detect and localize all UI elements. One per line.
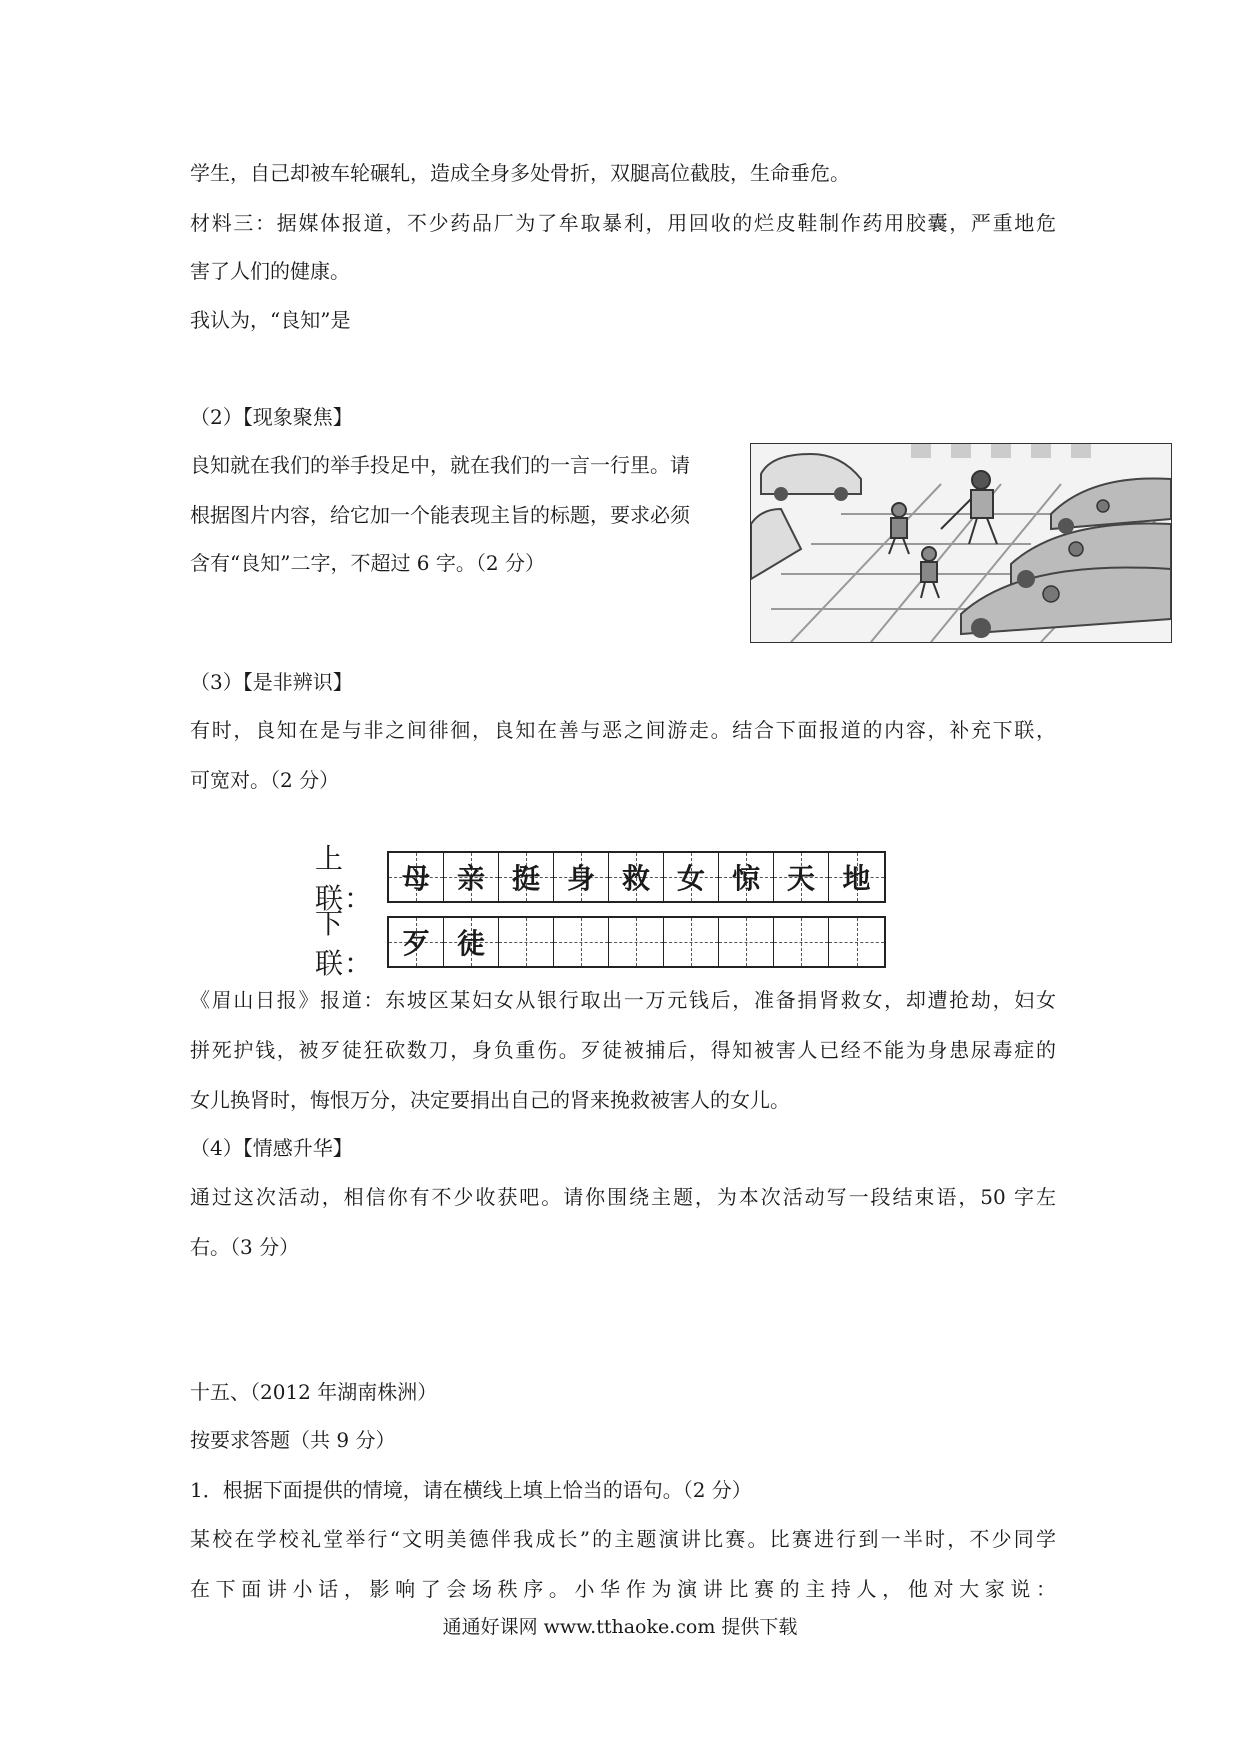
text-line: 可宽对。（2 分）: [190, 768, 340, 792]
text-line: 我认为，“良知”是: [190, 308, 351, 332]
couplet-cell: 歹: [389, 918, 444, 966]
lower-couplet-label: 下联：: [315, 907, 374, 980]
couplet-cell: 身: [554, 853, 609, 901]
couplet-cell: 惊: [719, 853, 774, 901]
couplet-cell: 地: [829, 853, 884, 901]
text-line: 1．根据下面提供的情境，请在横线上填上恰当的语句。（2 分）: [190, 1478, 752, 1502]
text-line: 右。（3 分）: [190, 1235, 300, 1259]
couplet-answer-cell[interactable]: [719, 918, 774, 966]
couplet-cell: 女: [664, 853, 719, 901]
text-line: 拼死护钱，被歹徒狂砍数刀，身负重伤。歹徒被捕后，得知被害人已经不能为身患尿毒症的: [190, 1038, 1056, 1062]
couplet-answer-cell[interactable]: [499, 918, 554, 966]
text-line: 根据图片内容，给它加一个能表现主旨的标题，要求必须: [190, 503, 690, 527]
couplet-cell: 亲: [444, 853, 499, 901]
text-line: 女儿换肾时，悔恨万分，决定要捐出自己的肾来挽救被害人的女儿。: [190, 1088, 790, 1112]
couplet-cell: 天: [774, 853, 829, 901]
page-footer: 通通好课网 www.tthaoke.com 提供下载: [442, 1616, 798, 1638]
upper-couplet-label: 上联：: [315, 842, 374, 915]
text-line: 含有“良知”二字，不超过 6 字。（2 分）: [190, 551, 545, 575]
text-line: 按要求答题（共 9 分）: [190, 1428, 396, 1452]
text-line: 《眉山日报》报道：东坡区某妇女从银行取出一万元钱后，准备捐肾救女，却遭抢劫，妇女: [190, 988, 1056, 1012]
couplet-cell: 徒: [444, 918, 499, 966]
upper-couplet-grid: [387, 851, 886, 903]
upper-couplet: [315, 842, 886, 915]
couplet-cell: 救: [609, 853, 664, 901]
text-line: 通过这次活动，相信你有不少收获吧。请你围绕主题，为本次活动写一段结束语，50 字左: [190, 1185, 1056, 1209]
couplet-answer-cell[interactable]: [664, 918, 719, 966]
couplet-answer-cell[interactable]: [774, 918, 829, 966]
text-line: 某校在学校礼堂举行“文明美德伴我成长”的主题演讲比赛。比赛进行到一半时，不少同学: [190, 1527, 1056, 1551]
couplet-answer-cell[interactable]: [554, 918, 609, 966]
question-heading: （3）【是非辨识】: [190, 670, 353, 694]
couplet-cell: 挺: [499, 853, 554, 901]
text-line: 良知就在我们的举手投足中，就在我们的一言一行里。请: [190, 453, 690, 477]
lower-couplet-grid: [387, 916, 886, 968]
text-line: 学生，自己却被车轮碾轧，造成全身多处骨折，双腿高位截肢，生命垂危。: [190, 161, 850, 185]
couplet-cell: 母: [389, 853, 444, 901]
section-heading: 十五、（2012 年湖南株洲）: [190, 1380, 438, 1404]
couplet-answer-cell[interactable]: [609, 918, 664, 966]
lower-couplet: [315, 907, 886, 980]
crosswalk-illustration: [750, 443, 1172, 643]
text-line: 害了人们的健康。: [190, 259, 350, 283]
text-line: 在下面讲小话，影响了会场秩序。小华作为演讲比赛的主持人，他对大家说：: [190, 1577, 1056, 1601]
couplet-answer-cell[interactable]: [829, 918, 884, 966]
question-heading: （2）【现象聚焦】: [190, 405, 353, 429]
text-line: 材料三：据媒体报道，不少药品厂为了牟取暴利，用回收的烂皮鞋制作药用胶囊，严重地危: [190, 211, 1056, 235]
text-line: 有时，良知在是与非之间徘徊，良知在善与恶之间游走。结合下面报道的内容，补充下联，: [190, 718, 1056, 742]
question-heading: （4）【情感升华】: [190, 1136, 353, 1160]
